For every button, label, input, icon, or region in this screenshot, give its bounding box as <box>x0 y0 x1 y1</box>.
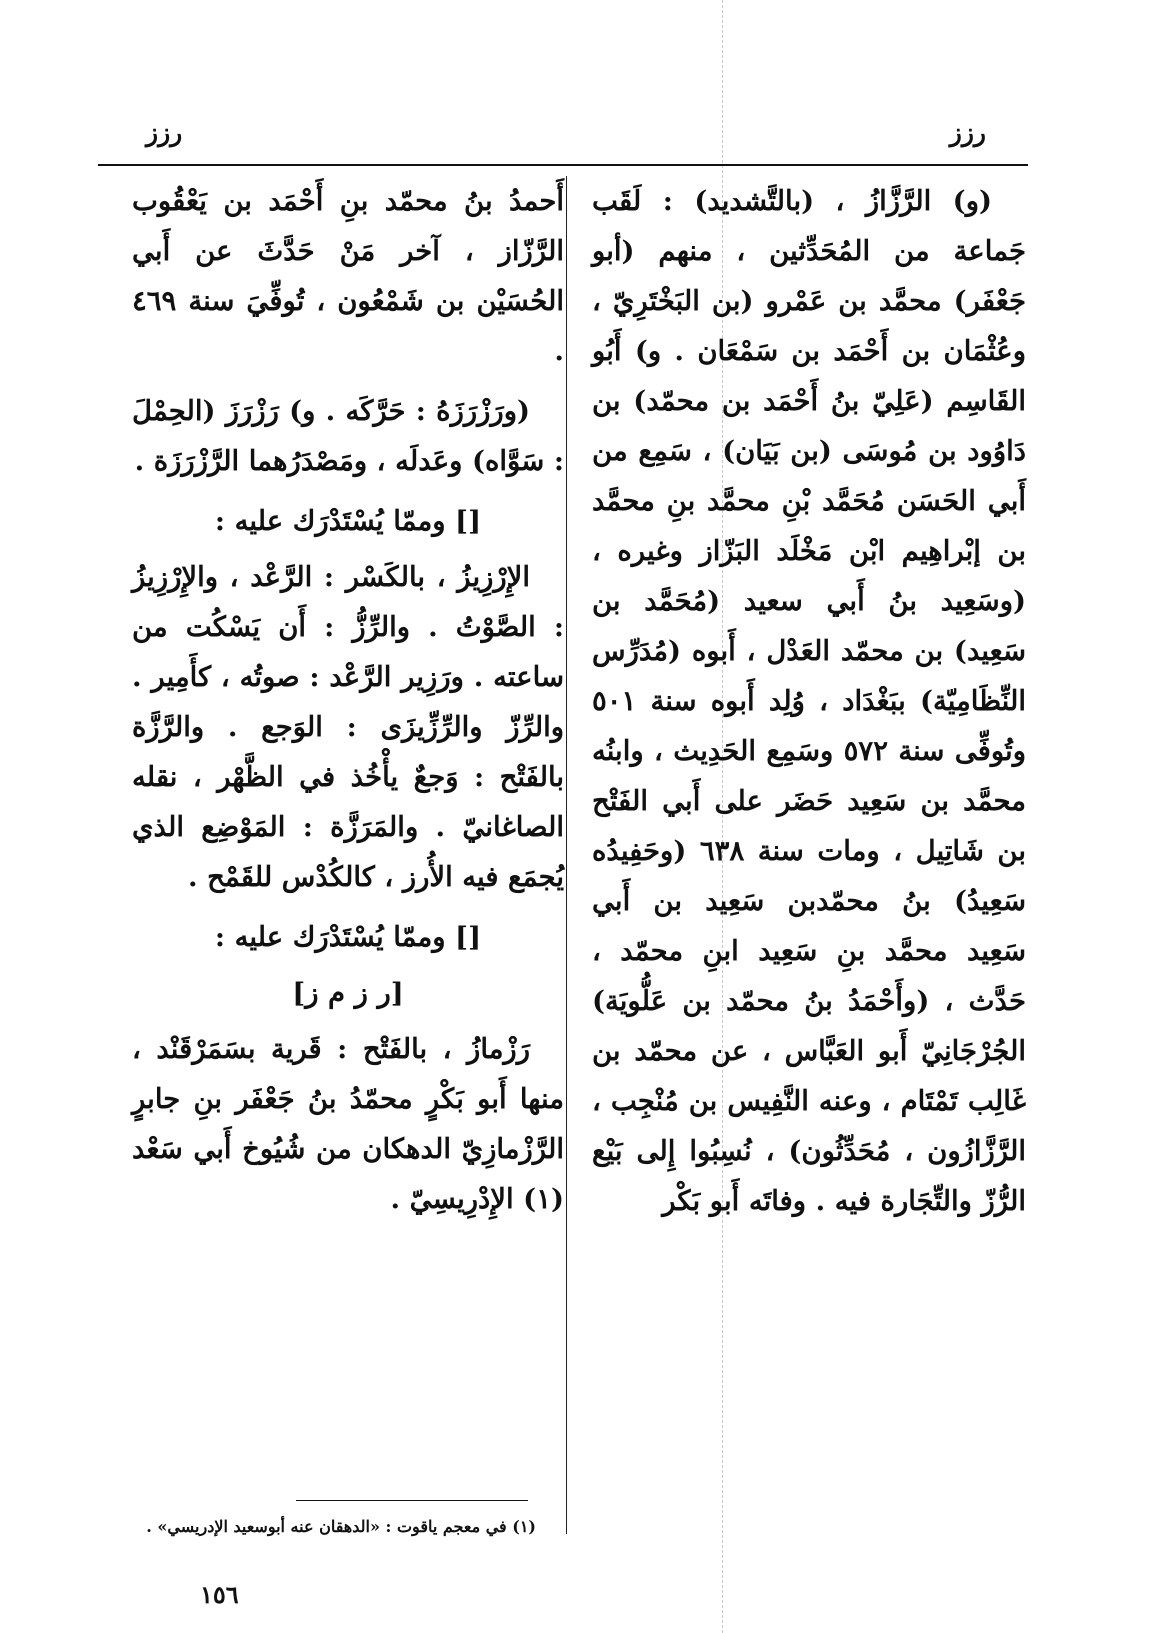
page-number: ١٥٦ <box>200 1580 239 1609</box>
footnote: (١) في معجم ياقوت : «الدهقان عنه أبوسعيد الإدريسي» . <box>146 1517 536 1536</box>
right-column-paragraph-1: (و) الرَّزَّازُ ، (بالتَّشديد) : لَقَب جَماعة من المُحَدِّثين ، منهم (أبو جَعْفَر) محمَّد بن عَمْرو (بن البَخْتَرِيّ ، وعُثْمَان بن أَحْمَد بن سَمْعَان . و) أَبُو القَاسِم (عَلِيّ بنُ أَحْمَد بن محمّد) بن دَاوُود بن مُوسَى (بن بَيَان) ، سَمِع من أَبي الحَسَن مُحَمَّد بْنِ محمَّد بنِ محمَّد بن إبْراهِيم ابْن مَخْلَد البَزّاز وغيره ، (وسَعِيد بنُ أَبي سعيد (مُحَمَّد بن سَعِيد) بن محمّد العَدْل ، أَبوه (مُدَرِّس النِّظَامِيّة) ببَغْدَاد ، وُلِد أَبوه سنة ٥٠١ وتُوفِّى سنة ٥٧٢ وسَمِع الحَدِيث ، وابنُه محمَّد بن سَعِيد حَضَر على أَبي الفَتْح بن شَاتِيل ، ومات سنة ٦٣٨ (وحَفِيدُه سَعِيدُ) بنُ محمّدبن سَعِيد بن أَبي سَعِيد محمَّد بنِ سَعِيد ابنِ محمّد ، حَدَّث ، (وأَحْمَدُ بنُ محمّد بن عَلُّويَة) الجُرْجَانِيّ أَبو العَبَّاس ، عن محمّد بن غَالِب تَمْتَام ، وعنه النَّفِيس بن مُنْجِب ، الرَّزَّازُون ، مُحَدِّثُون) ، نُسِبُوا إِلى بَيْع الرُّزّ والتِّجَارة فيه . وفاتَه أَبو بَكْر <box>592 185 1026 1217</box>
column-divider <box>566 176 567 1534</box>
supplement-heading-1: [] وممّا يُسْتَدْرَك عليه : <box>214 505 482 537</box>
header-rule <box>98 164 1028 166</box>
left-column-paragraph-4: رَزْمازُ ، بالفَتْح : قَرية بسَمَرْقَنْد ، منها أَبو بَكْرٍ محمّدُ بنُ جَعْفَر بنِ جابرٍ الرَّزْمازِيّ الدهكان من شُيُوخ أَبي سَعْد (١) الإِدْرِيسِيّ . <box>132 1033 564 1215</box>
running-head-left: رزز <box>146 118 183 147</box>
running-head-right: رزز <box>949 118 986 147</box>
left-column-paragraph-2: (ورَزْرَزَهُ : حَرَّكَه . و) رَزْرَزَ (الحِمْلَ : سَوَّاه) وعَدلَه ، ومَصْدَرُهما الرَّزْرَزَة . <box>132 395 564 477</box>
supplement-heading-2: [] وممّا يُسْتَدْرَك عليه : <box>214 921 482 953</box>
root-heading: [ر ز م ز] <box>292 977 404 1009</box>
left-column-paragraph-3: الإِرْزِيزُ ، بالكَسْر : الرَّعْد ، والإِرْزِيزُ : الصَّوْتُ . والرِّزُّ : أَن يَسْكُت من ساعته . ورَزِير الرَّعْد : صوتُه ، كأَمِير . والرِّزّ والرِّزِّيزَى : الوَجع . والرَّزَّة بالفَتْح : وَجعٌ يأْخُذ في الظَّهْر ، نقله الصاغانيّ . والمَرَزَّة : المَوْضِع الذي يُجمَع فيه الأُرز ، كالكُدْس للقَمْح . <box>132 561 564 893</box>
right-column <box>592 176 1026 1236</box>
left-column-paragraph-1: أَحمدُ بنُ محمّد بنِ أَحْمَد بن يَعْقُوب الرَّزّاز ، آخر مَنْ حَدَّثَ عن أَبي الحُسَيْن بن شَمْعُون ، تُوفِّيَ سنة ٤٦٩ . <box>132 185 564 367</box>
footnote-rule <box>296 1500 528 1501</box>
left-column <box>132 176 564 1234</box>
